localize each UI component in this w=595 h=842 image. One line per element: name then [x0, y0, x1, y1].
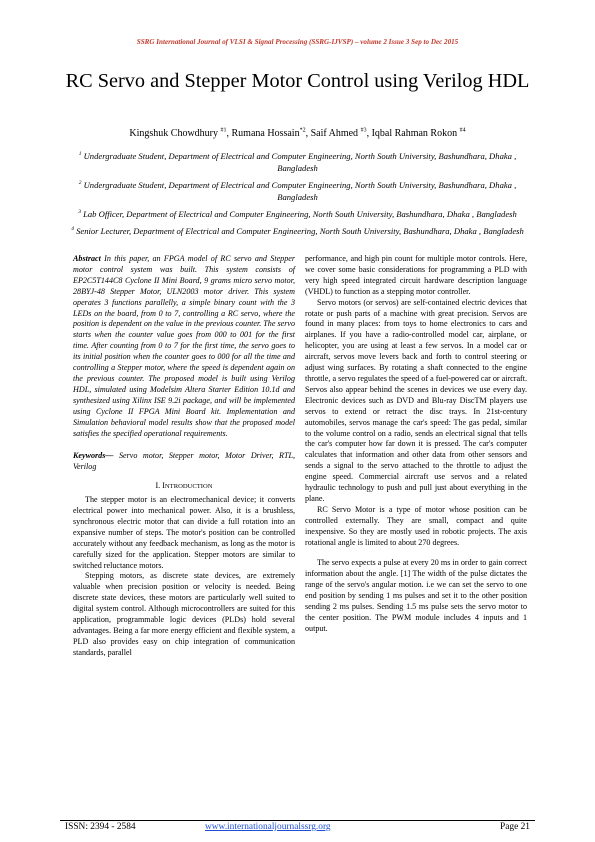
keywords-text: Servo motor, Stepper motor, Motor Driver, RTL, Verilog	[73, 451, 295, 472]
running-head: SSRG International Journal of VLSI & Signal Processing (SSRG-IJVSP) – volume 2 Issue 3 Sep to Dec 2015	[136, 38, 459, 46]
author-list	[40, 125, 555, 140]
abstract	[73, 254, 295, 439]
left-column	[73, 254, 295, 659]
right-column	[305, 254, 527, 635]
body-paragraph: performance, and high pin count for multiple motor controls. Here, we cover some basic considerations for programming a PLD with very high speed integrated circuit hardware description language (VHDL) to function as a stepping motor controller.	[305, 254, 527, 296]
abstract-text: In this paper, an FPGA model of RC servo and Stepper motor control system was built. This system consists of EP2C5T144C8 Cyclone II Mini Board, 9 grams micro servo motor, 28BYJ-48 Stepper Motor, ULN2003 motor driver. This system operates 3 functions parallelly, a simple binary count with the 3 LEDs on the board, from 0 to 7, controlling a RC servo, where the position is dependent on the value in the previous counter. The servo starts when the counter value goes from 000 to 001 for the first time. After counting from 0 to 7 for the first time, the servo goes to its initial position when the counter goes to 000 for all the time and controlling a Stepper motor, where the speed is dependent again on the previous counter. The proposed model is built using Verilog HDL, simulated using Modelsim Altera Starter Edition 10.1d and synthesized using Xilinx ISE 9.2i package, and will be implemented using Cyclone II FPGA Mini Board kit. Implementation and Simulation behavioral model results show that the proposed model satisfies the specified operational requirements.	[73, 254, 295, 438]
affiliation: $^2$ Undergraduate Student, Department of Electrical and Computer Engineering, North South University, Bashundhara, Dhaka , Bangladesh	[78, 179, 517, 202]
body-paragraph: Stepping motors, as discrete state devices, are extremely valuable when precision position or velocity is needed. Being discrete state devices, these motors are particularly well suited to digital system control. Although microcontrollers are suited for this application, programmable logic devices (PLDs) hold several advantages. Being a far more energy efficient and flexible system, a PLD also provides easy on chip integration of communication standards, parallel	[73, 571, 295, 657]
body-paragraph: The servo expects a pulse at every 20 ms in order to gain correct information about the angle. [1] The width of the pulse dictates the range of the servo's angular motion. i.e we can set the servo to one end position by sending 1 ms pulses and set it to the other position sending 2 ms pulses. Sending 1.5 ms pulse sets the servo motor to the center position. The PWM module includes 4 inputs and 1 output.	[305, 558, 527, 633]
affiliation: $^1$ Undergraduate Student, Department of Electrical and Computer Engineering, North South University, Bashundhara, Dhaka , Bangladesh	[78, 150, 517, 173]
section-heading-introduction: I. INTRODUCTION	[155, 481, 213, 491]
footer-page-number: Page 21	[500, 822, 530, 832]
paper-title: RC Servo and Stepper Motor Control using Verilog HDL	[65, 70, 530, 92]
body-paragraph: RC Servo Motor is a type of motor whose position can be controlled externally. They are small, compact and quite inexpensive. So they are mostly used in robotic projects. The axis rotational angle is limited to about 270 degrees.	[305, 504, 527, 547]
footer-divider	[60, 820, 535, 821]
abstract-label: Abstract	[73, 254, 101, 263]
keywords-label: Keywords—	[73, 451, 114, 461]
affiliation-list	[60, 148, 535, 239]
affiliation: $^4$ Senior Lecturer, Department of Electrical and Computer Engineering, North South University, Bashundhara, Dhaka , Bangladesh	[71, 225, 524, 236]
footer-issn: ISSN: 2394 - 2584	[65, 822, 136, 832]
body-paragraph: The stepper motor is an electromechanical device; it converts electrical power into mechanical power. Also, it is a brushless, synchronous electric motor that can divide a full rotation into an expansive number of steps. The motor's position can be controlled accurately without any feedback mechanism, as long as the motor is carefully sized for the application. Stepper motors are similar to switched reluctance motors.	[73, 495, 295, 570]
footer-journal-link[interactable]: www.internationaljournalssrg.org	[205, 822, 331, 832]
keywords	[73, 451, 295, 473]
author: Saif Ahmed $^{\#3}$,	[310, 128, 372, 140]
author: Kingshuk Chowdhury $^{\#1}$,	[129, 128, 232, 140]
affiliation: $^3$ Lab Officer, Department of Electrical and Computer Engineering, North South University, Bashundhara, Dhaka , Bangladesh	[78, 208, 517, 219]
author: Rumana Hossain$^{*2}$,	[231, 128, 311, 140]
author: Iqbal Rahman Rokon $^{\#4}$	[371, 128, 466, 140]
body-paragraph: Servo motors (or servos) are self-contained electric devices that rotate or push parts of a machine with great precision. Servos are found in many places: from toys to home electronics to cars and airplanes. If you have a radio-controlled model car, airplane, or helicopter, you are using at least a few servos. In a model car or aircraft, servos move levers back and forth to control steering or adjust wing surfaces. By rotating a shaft connected to the engine throttle, a servo regulates the speed of a fuel-powered car or aircraft. Servos also appear behind the scenes in devices we use every day. Electronic devices such as DVD and Blu-ray DiscTM players use servos to extend or retract the disc trays. In 21st-century automobiles, servos manage the car's speed: The gas pedal, similar to the volume control on a radio, sends an electrical signal that tells the car's computer how far down it is pressed. The car's computer calculates that information and other data from other sensors and sends a signal to the servo attached to the throttle to adjust the engine speed. Commercial aircraft use servos and a related hydraulic technology to push and pull just about everything in the plane.	[305, 297, 527, 503]
